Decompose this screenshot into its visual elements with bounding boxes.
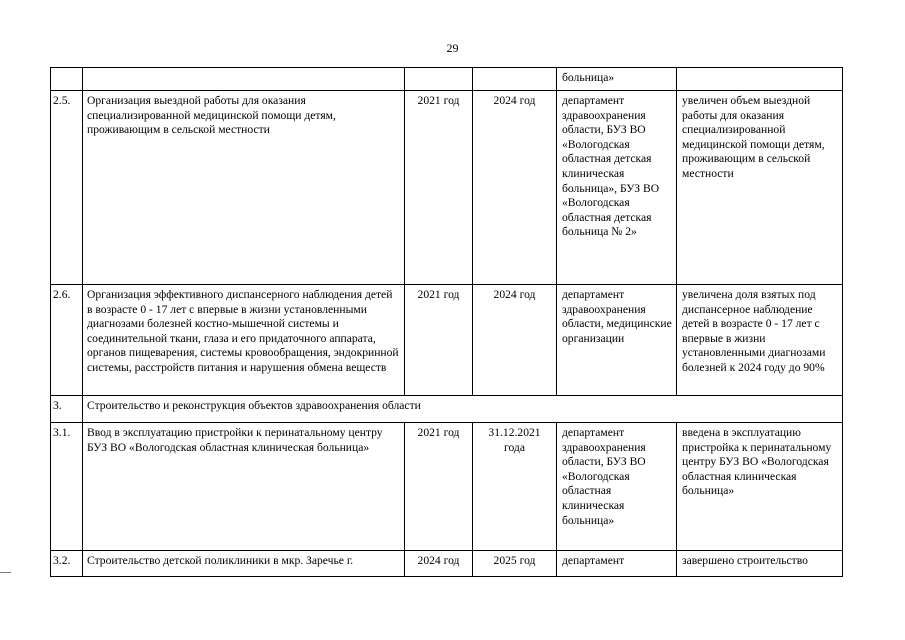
- row-result: увеличена доля взятых под диспансерное наблюдение детей в возрасте 0 - 17 лет с впервые в жизни установленными диагнозами болезней к 2024 году до 90%: [677, 285, 843, 396]
- section-title: Строительство и реконструкция объектов здравоохранения области: [83, 396, 843, 423]
- row-end: 31.12.2021 года: [473, 423, 557, 551]
- row-activity: Ввод в эксплуатацию пристройки к перинатальному центру БУЗ ВО «Вологодская областная клиническая больница»: [83, 423, 405, 551]
- row-start: 2021 год: [405, 285, 473, 396]
- row-activity: Организация выездной работы для оказания специализированной медицинской помощи детям, проживающим в сельской местности: [83, 91, 405, 285]
- row-result: завершено строительство: [677, 551, 843, 577]
- row-responsible: департамент здравоохранения области, БУЗ ВО «Вологодская областная клиническая больница»: [557, 423, 677, 551]
- row-number: 3.2.: [51, 551, 83, 577]
- table-row: [51, 91, 843, 285]
- row-number: 2.6.: [51, 285, 83, 396]
- row-activity: [83, 68, 405, 91]
- row-activity: Организация эффективного диспансерного наблюдения детей в возрасте 0 - 17 лет с впервые в жизни установленными диагнозами болезней костно-мышечной системы и соединительной ткани, глаза и его придаточного аппарата, органов пищеварения, системы кровообращения, эндокринной системы, расстройств питания и нарушения обмена веществ: [83, 285, 405, 396]
- table-row: [51, 423, 843, 551]
- row-result: введена в эксплуатацию пристройка к перинатальному центру БУЗ ВО «Вологодская областная клиническая больница»: [677, 423, 843, 551]
- row-number: 3.1.: [51, 423, 83, 551]
- activities-table: [50, 67, 843, 577]
- margin-mark: —: [0, 566, 11, 578]
- row-start: [405, 68, 473, 91]
- table-row: [51, 551, 843, 577]
- row-end: [473, 68, 557, 91]
- row-activity: Строительство детской поликлиники в мкр. Заречье г.: [83, 551, 405, 577]
- row-responsible: департамент здравоохранения области, БУЗ ВО «Вологодская областная детская клиническая больница», БУЗ ВО «Вологодская областная детская больница № 2»: [557, 91, 677, 285]
- section-row: [51, 396, 843, 423]
- row-responsible: департамент здравоохранения области, медицинские организации: [557, 285, 677, 396]
- row-number: 2.5.: [51, 91, 83, 285]
- section-number: 3.: [51, 396, 83, 423]
- row-end: 2024 год: [473, 285, 557, 396]
- row-result: увеличен объем выездной работы для оказания специализированной медицинской помощи детям, проживающим в сельской местности: [677, 91, 843, 285]
- row-end: 2025 год: [473, 551, 557, 577]
- table-row-continuation: [51, 68, 843, 91]
- row-start: 2021 год: [405, 91, 473, 285]
- row-end: 2024 год: [473, 91, 557, 285]
- row-start: 2021 год: [405, 423, 473, 551]
- row-responsible: больница»: [557, 68, 677, 91]
- row-number: [51, 68, 83, 91]
- row-start: 2024 год: [405, 551, 473, 577]
- table-row: [51, 285, 843, 396]
- page-number: 29: [446, 41, 459, 55]
- row-result: [677, 68, 843, 91]
- row-responsible: департамент: [557, 551, 677, 577]
